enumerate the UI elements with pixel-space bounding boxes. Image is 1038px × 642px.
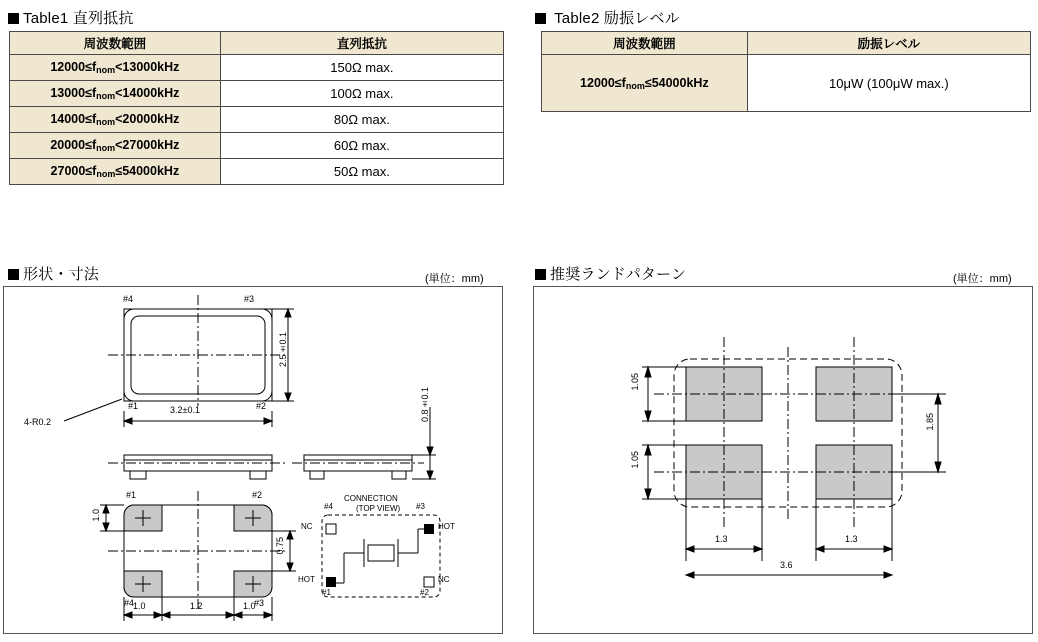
- table1-value-1: 100Ω max.: [220, 81, 503, 107]
- label-conn-p2: #2: [420, 588, 429, 597]
- table2-header-range: 周波数範囲: [542, 32, 748, 55]
- label-thickness: 0.8±0.1: [420, 387, 430, 423]
- label-conn-nc-top: NC: [301, 522, 313, 531]
- label-bottom-pin1: #1: [126, 490, 137, 500]
- land-pattern-drawing: [533, 286, 1033, 634]
- table1-value-3: 60Ω max.: [220, 133, 503, 159]
- label-dim-left: 1.0: [133, 601, 146, 611]
- label-pad-w-right: 1.3: [845, 534, 858, 544]
- land-pattern-title: 推奨ランドパターン: [535, 263, 686, 284]
- table2-title: Table2 励振レベル: [535, 7, 680, 28]
- table1: [9, 31, 504, 185]
- table1-range-0: $12000\le f_{nom}<13000kHz$: [10, 55, 221, 81]
- table-row: [10, 107, 504, 133]
- table1-header-value: 直列抵抗: [220, 32, 503, 55]
- label-pad-h-bottom: 1.05: [630, 451, 640, 469]
- table1-value-4: 50Ω max.: [220, 159, 503, 185]
- label-pad-w-left: 1.3: [715, 534, 728, 544]
- table-row: [10, 55, 504, 81]
- label-conn-hot-top: HOT: [438, 522, 455, 531]
- label-bottom-pin3: #3: [254, 598, 265, 608]
- table2-header-value: 励振レベル: [747, 32, 1030, 55]
- label-total-width: 3.6: [780, 560, 793, 570]
- table1-value-0: 150Ω max.: [220, 55, 503, 81]
- table-row: [542, 55, 1031, 112]
- label-corner-radius: 4-R0.2: [24, 417, 52, 427]
- table1-range-2: $14000\le f_{nom}<20000kHz$: [10, 107, 221, 133]
- label-conn-nc-bottom: NC: [438, 575, 450, 584]
- table1-title: Table1 直列抵抗: [8, 7, 134, 28]
- label-conn-p4: #4: [324, 502, 333, 511]
- table2-value-0: 10μW (100μW max.): [747, 55, 1030, 112]
- table-row: [10, 81, 504, 107]
- label-pin4-top: #4: [123, 294, 134, 304]
- label-connection-title: CONNECTION: [344, 494, 398, 503]
- dimensions-svg: [4, 287, 502, 633]
- table1-range-1: $13000\le f_{nom}<14000kHz$: [10, 81, 221, 107]
- label-center-gap: 1.85: [925, 413, 935, 431]
- table2-range-0: $12000\le f_{nom}\le 54000kHz$: [542, 55, 748, 112]
- label-width: 3.2±0.1: [170, 405, 200, 415]
- dimensions-title: 形状・寸法: [8, 263, 99, 284]
- dimensions-drawing: [3, 286, 503, 634]
- bullet-square-icon: [535, 13, 546, 24]
- label-dim-mid: 1.2: [190, 601, 203, 611]
- label-pad-gap: 0.75: [275, 537, 285, 555]
- table-row: [10, 133, 504, 159]
- table-header-row: [10, 32, 504, 55]
- label-bottom-pin4: #4: [124, 598, 135, 608]
- table1-value-2: 80Ω max.: [220, 107, 503, 133]
- label-conn-p3: #3: [416, 502, 425, 511]
- bullet-square-icon: [8, 269, 19, 280]
- dimensions-unit-note: (単位：mm): [425, 273, 484, 285]
- table1-header-range: 周波数範囲: [10, 32, 221, 55]
- label-conn-p1: #1: [322, 588, 331, 597]
- bullet-square-icon: [535, 269, 546, 280]
- label-pin1-top: #1: [128, 401, 139, 411]
- label-pin3-top: #3: [244, 294, 255, 304]
- label-pad-height: 1.0: [91, 509, 101, 522]
- label-height: 2.5±0.1: [278, 332, 288, 368]
- label-connection-sub: (TOP VIEW): [356, 504, 401, 513]
- label-dim-right: 1.0: [243, 601, 256, 611]
- label-pin2-top: #2: [256, 401, 267, 411]
- label-conn-hot-bottom: HOT: [298, 575, 315, 584]
- table1-range-4: $27000\le f_{nom}\le 54000kHz$: [10, 159, 221, 185]
- table1-range-3: $20000\le f_{nom}<27000kHz$: [10, 133, 221, 159]
- label-pad-h-top: 1.05: [630, 373, 640, 391]
- table-row: [10, 159, 504, 185]
- table-header-row: [542, 32, 1031, 55]
- table2: [541, 31, 1031, 112]
- land-pattern-unit-note: (単位：mm): [953, 273, 1012, 285]
- label-bottom-pin2: #2: [252, 490, 263, 500]
- bullet-square-icon: [8, 13, 19, 24]
- land-pattern-svg: [534, 287, 1032, 633]
